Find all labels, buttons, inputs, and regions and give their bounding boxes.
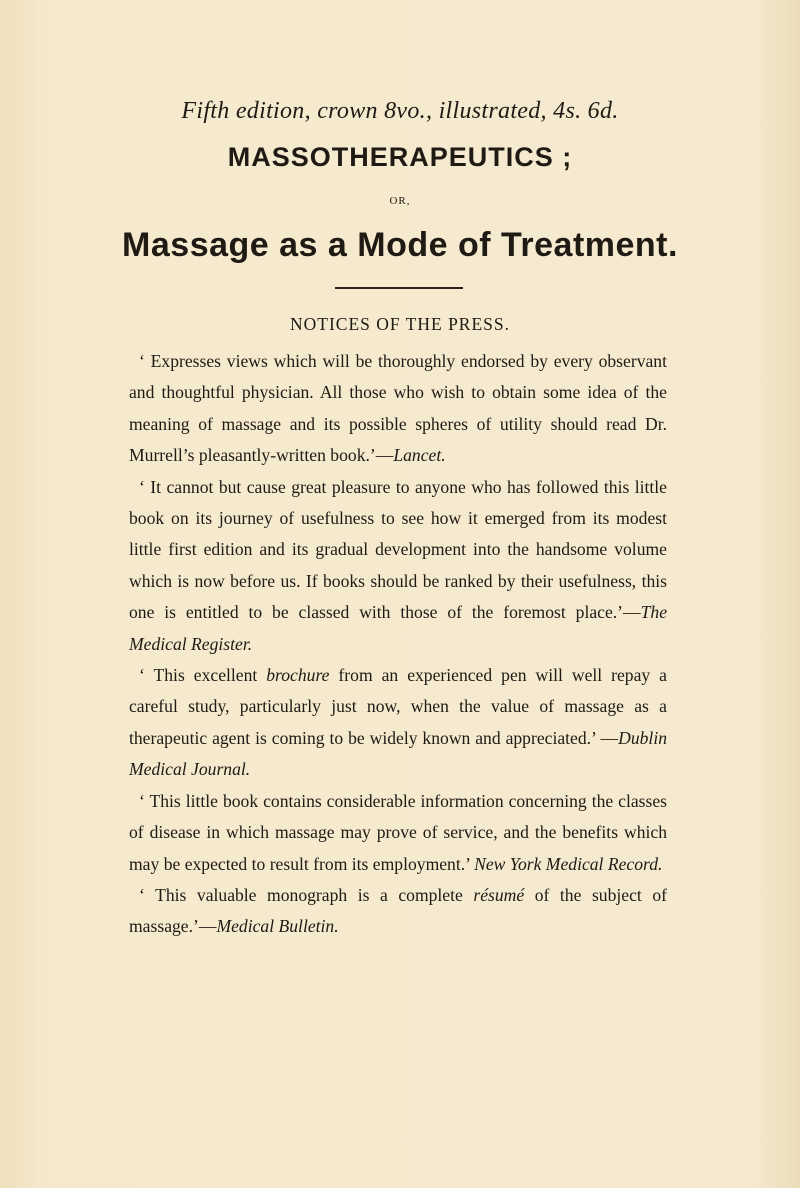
press-notice	[129, 786, 667, 880]
book-title: MASSOTHERAPEUTICS ;	[227, 142, 573, 172]
notice-quote: from an experienced pen will well repay a careful study, particularly just now, when the value of massage as a therapeutic agent is coming to be widely known and appreciated.’ —	[129, 665, 667, 748]
book-subtitle: Massage as a Mode of Treatment.	[122, 226, 678, 264]
press-notice	[129, 880, 667, 943]
press-notice	[129, 346, 667, 472]
notice-source: Dublin Medical Journal.	[129, 727, 667, 780]
notice-source: New York Medical Record.	[474, 853, 663, 874]
divider-rule	[335, 287, 463, 289]
notices-heading: NOTICES OF THE PRESS.	[289, 314, 511, 334]
or-connector: OR,	[389, 195, 411, 207]
notice-quote-italic: résumé	[473, 884, 525, 905]
press-notices	[129, 346, 667, 943]
notice-source: The Medical Register.	[129, 602, 667, 654]
press-notice	[129, 660, 667, 786]
press-notice	[129, 472, 667, 660]
notice-quote: ‘ This valuable monograph is a complete	[139, 884, 474, 905]
notice-source: Lancet.	[393, 445, 446, 466]
notice-quote: of the subject of massage.’—	[129, 884, 667, 937]
edition-line: Fifth edition, crown 8vo., illustrated, 4s. 6d.	[181, 98, 619, 124]
notice-quote: ‘ It cannot but cause great pleasure to anyone who has followed this little book on its journey of usefulness to see how it emerged from its modest little first edition and its gradual development into the handsome volume which is now before us. If books should be ranked by their usefulness, this one is entitled to be classed with those of the foremost place.’—	[129, 476, 667, 623]
notice-quote: ‘ This excellent	[139, 665, 267, 686]
notice-quote: ‘ Expresses views which will be thoroughly endorsed by every observant and thoughtful physician. All those who wish to obtain some idea of the meaning of massage and its possible spheres of utility should read Dr. Murrell’s pleasantly-written book.’—	[129, 351, 667, 466]
notice-quote-italic: brochure	[266, 665, 330, 686]
notice-source: Medical Bulletin.	[216, 916, 339, 937]
notice-quote: ‘ This little book contains considerable information concerning the classes of disease in which massage may prove of service, and the benefits which may be expected to result from its employment.’	[129, 790, 667, 874]
